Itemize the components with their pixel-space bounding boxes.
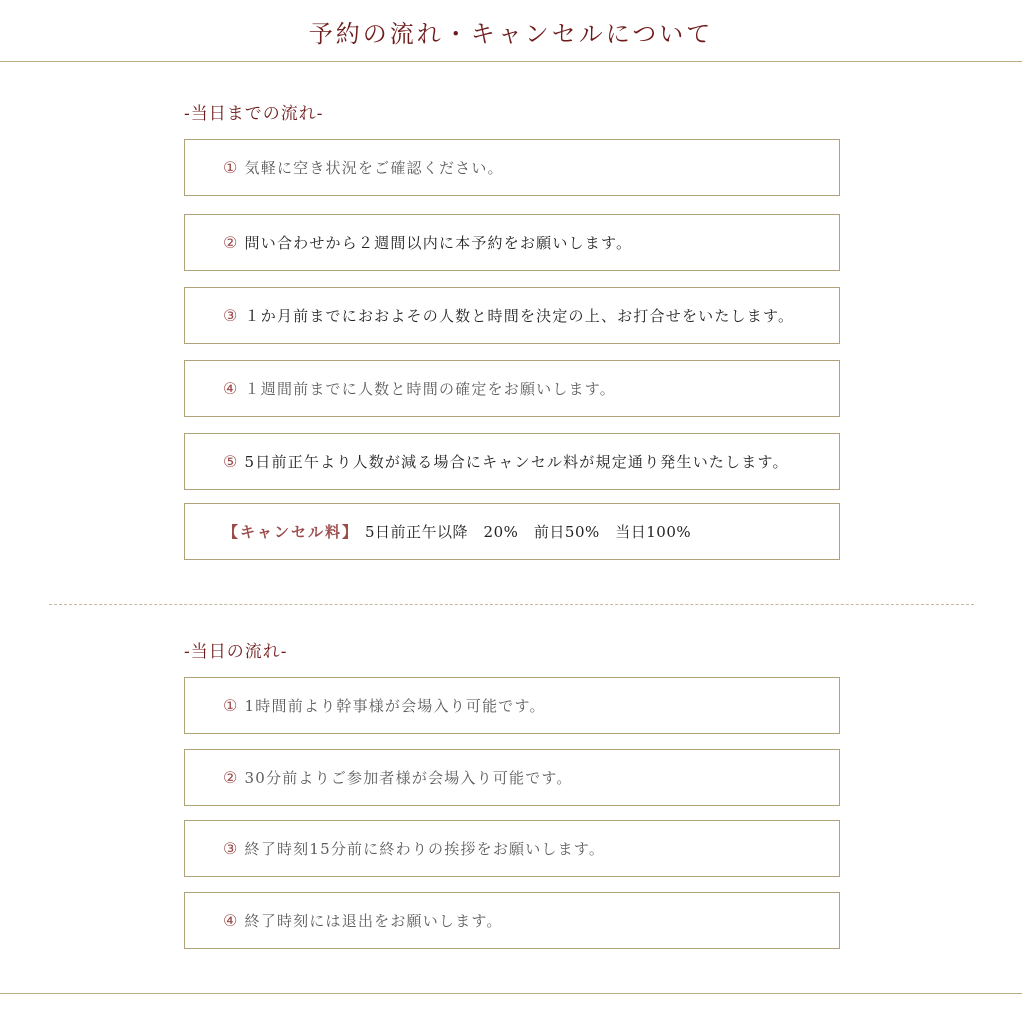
step-text: １週間前までに人数と時間の確定をお願いします。 [244,380,616,398]
on-day-step-4 [184,892,840,949]
step-number: ① [223,158,239,177]
step-text: 5日前正午より人数が減る場合にキャンセル料が規定通り発生いたします。 [244,453,789,471]
step-text: １か月前までにおおよその人数と時間を決定の上、お打合せをいたします。 [244,307,795,325]
before-day-section [184,101,840,560]
before-step-1 [184,139,840,196]
before-day-step-list [184,139,840,560]
before-day-title: -当日までの流れ- [184,104,324,124]
step-number: ② [223,233,239,252]
on-day-section [184,639,840,949]
bottom-border [0,993,1022,994]
cancel-fee-label: 【キャンセル料】 [223,523,360,541]
page-title: 予約の流れ・キャンセルについて [308,20,714,48]
step-number: ① [223,696,239,715]
step-text: 問い合わせから２週間以内に本予約をお願いします。 [244,234,633,252]
step-text: 終了時刻15分前に終わりの挨拶をお願いします。 [244,840,606,858]
step-number: ④ [223,379,239,398]
on-day-step-1 [184,677,840,734]
on-day-step-list [184,677,840,949]
cancel-fee-box [184,503,840,560]
before-step-5 [184,433,840,490]
step-text: 1時間前より幹事様が会場入り可能です。 [244,697,546,715]
before-step-2 [184,214,840,271]
step-number: ③ [223,839,239,858]
section-divider [49,604,974,605]
on-day-step-3 [184,820,840,877]
on-day-step-2 [184,749,840,806]
step-text: 終了時刻には退出をお願いします。 [244,912,503,930]
step-number: ③ [223,306,239,325]
step-text: 気軽に空き状況をご確認ください。 [244,159,504,177]
page-header [0,0,1022,62]
step-number: ④ [223,911,239,930]
step-number: ⑤ [223,452,239,471]
before-step-4 [184,360,840,417]
step-text: 30分前よりご参加者様が会場入り可能です。 [244,769,573,787]
cancel-fee-detail: 5日前正午以降 20% 前日50% 当日100% [365,523,692,541]
on-day-title: -当日の流れ- [184,642,288,662]
before-step-3 [184,287,840,344]
step-number: ② [223,768,239,787]
